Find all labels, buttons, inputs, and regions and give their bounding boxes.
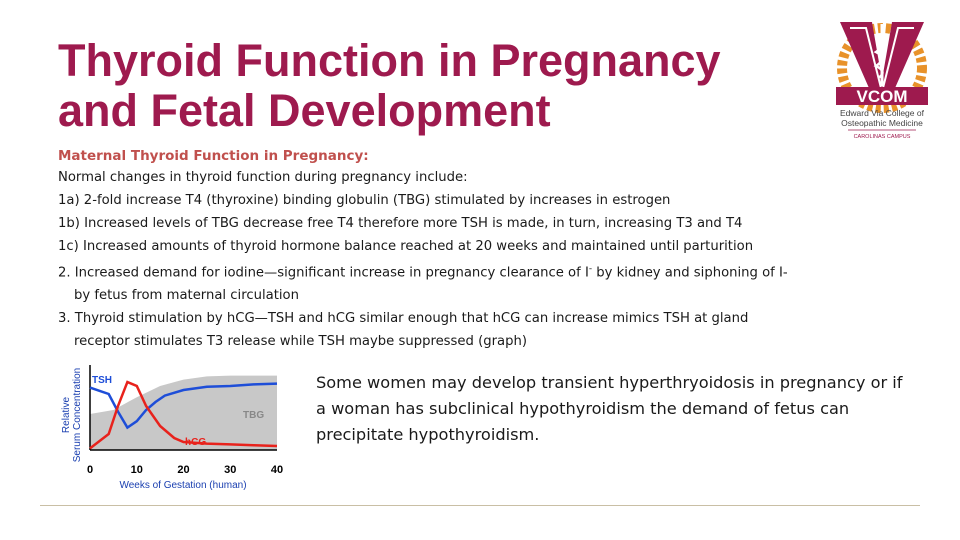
slide-title — [58, 36, 798, 136]
logo-line-3: CAROLINAS CAMPUS — [853, 134, 911, 140]
y-axis-label — [61, 368, 83, 463]
logo-line-1: Edward Via College of — [840, 108, 924, 118]
series-label-tsh: TSH — [92, 375, 112, 386]
footer-divider — [40, 505, 920, 506]
section-subtitle: Maternal Thyroid Function in Pregnancy: — [58, 148, 369, 164]
title-line-2: and Fetal Development — [58, 85, 551, 136]
text-segment: 2. Increased demand for iodine—significant increase in pregnancy clearance of I — [58, 265, 589, 281]
superscript: - — [588, 264, 593, 274]
text-line: Normal changes in thyroid function during pregnancy include: — [58, 170, 468, 185]
text-segment: by kidney and siphoning of I- — [592, 265, 788, 281]
text-line: 1c) Increased amounts of thyroid hormone balance reached at 20 weeks and maintained until parturition — [58, 239, 754, 254]
side-note: Some women may develop transient hyperthryoidosis in pregnancy or if a woman has subclinical hypothyroidism the demand of fetus can precipitate hypothyroidism. — [316, 373, 903, 444]
logo-vcom-text: VCOM — [856, 87, 908, 106]
x-tick-label: 40 — [270, 464, 284, 476]
text-line: by fetus from maternal circulation — [74, 288, 299, 304]
text-line: 1b) Increased levels of TBG decrease free T4 therefore more TSH is made, in turn, increasing T3 and T4 — [58, 216, 743, 231]
title-line-1: Thyroid Function in Pregnancy — [58, 35, 721, 86]
x-tick-label: 30 — [224, 464, 237, 476]
logo-line-2: Osteopathic Medicine — [841, 118, 923, 128]
x-axis-label: Weeks of Gestation (human) — [119, 480, 247, 491]
x-tick-labels — [87, 464, 283, 476]
series-label-tbg: TBG — [243, 410, 265, 421]
text-line — [58, 258, 938, 284]
vcom-logo — [826, 20, 938, 150]
text-line: 3. Thyroid stimulation by hCG—TSH and hCG similar enough that hCG can increase mimics TSH at gland — [58, 311, 749, 327]
x-tick-label: 0 — [86, 464, 94, 476]
series-label-hcg: hCG — [185, 437, 207, 448]
y-label-line-1: Relative — [61, 396, 72, 434]
text-line: 1a) 2-fold increase T4 (thyroxine) binding globulin (TBG) stimulated by increases in estrogen — [58, 193, 671, 208]
body-text — [58, 166, 938, 353]
x-tick-label: 10 — [130, 464, 143, 476]
text-line: receptor stimulates T3 release while TSH maybe suppressed (graph) — [74, 334, 527, 350]
y-label-line-2: Serum Concentration — [72, 367, 83, 463]
hormone-chart — [55, 355, 295, 495]
x-tick-label: 20 — [177, 464, 190, 476]
